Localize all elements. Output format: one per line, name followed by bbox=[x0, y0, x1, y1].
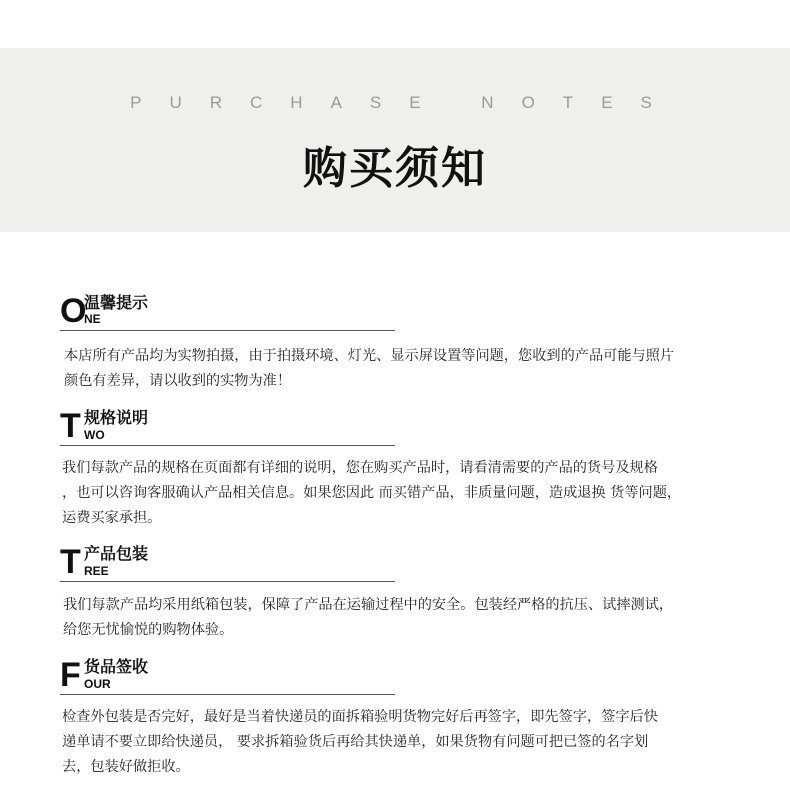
section-initial: O bbox=[60, 292, 87, 330]
section-body bbox=[64, 344, 732, 394]
body-line: ，也可以咨询客服确认产品相关信息。如果您因此 而买错产品，非质量问题，造成退换 货等问题， bbox=[62, 485, 682, 501]
section-title: 货品签收 bbox=[84, 657, 149, 676]
section-title: 规格说明 bbox=[84, 408, 149, 427]
banner-title: 购买须知 bbox=[303, 143, 487, 194]
section-initial: F bbox=[60, 656, 81, 694]
section-divider bbox=[60, 445, 395, 446]
section-heading bbox=[60, 658, 740, 694]
body-line: 递单请不要立即给快递员， 要求拆箱验货后再给其快递单，如果货物有问题可把已签的名字划 bbox=[62, 734, 649, 750]
section-divider bbox=[60, 330, 395, 331]
section-three bbox=[60, 543, 740, 638]
body-line: 运费买家承担。 bbox=[62, 510, 162, 526]
body-line: 去，包装好做拒收。 bbox=[62, 759, 190, 775]
section-heading bbox=[60, 545, 740, 581]
body-line: 我们每款产品的规格在页面都有详细的说明，您在购买产品时，请看清需要的产品的货号及规格 bbox=[62, 460, 658, 476]
section-body bbox=[62, 705, 730, 780]
section-body bbox=[62, 456, 730, 531]
section-heading bbox=[60, 409, 740, 445]
section-divider bbox=[60, 694, 395, 695]
section-two bbox=[60, 407, 740, 526]
section-heading bbox=[60, 294, 740, 330]
body-line: 我们每款产品均采用纸箱包装，保障了产品在运输过程中的安全。包装经严格的抗压、试摔测试， bbox=[63, 597, 674, 613]
section-four bbox=[60, 656, 740, 775]
body-line: 本店所有产品均为实物拍摄，由于拍摄环境、灯光、显示屏设置等问题，您收到的产品可能与照片 bbox=[64, 348, 675, 364]
section-one bbox=[60, 292, 740, 389]
body-line: 颜色有差异，请以收到的实物为准！ bbox=[64, 373, 292, 389]
section-number-suffix: NE bbox=[84, 312, 101, 326]
section-initial: T bbox=[60, 407, 81, 445]
section-title: 产品包装 bbox=[84, 544, 149, 563]
banner-subtitle: PURCHASE NOTES bbox=[130, 93, 680, 112]
section-title: 温馨提示 bbox=[84, 293, 149, 312]
section-number-suffix: OUR bbox=[84, 677, 111, 691]
body-line: 检查外包装是否完好，最好是当着快递员的面拆箱验明货物完好后再签字，即先签字，签字后快 bbox=[62, 709, 658, 725]
section-divider bbox=[60, 581, 395, 582]
section-initial: T bbox=[60, 543, 81, 581]
section-body bbox=[63, 593, 731, 643]
section-number-suffix: WO bbox=[84, 428, 105, 442]
body-line: 给您无忧愉悦的购物体验。 bbox=[63, 622, 234, 638]
section-number-suffix: REE bbox=[84, 564, 109, 578]
